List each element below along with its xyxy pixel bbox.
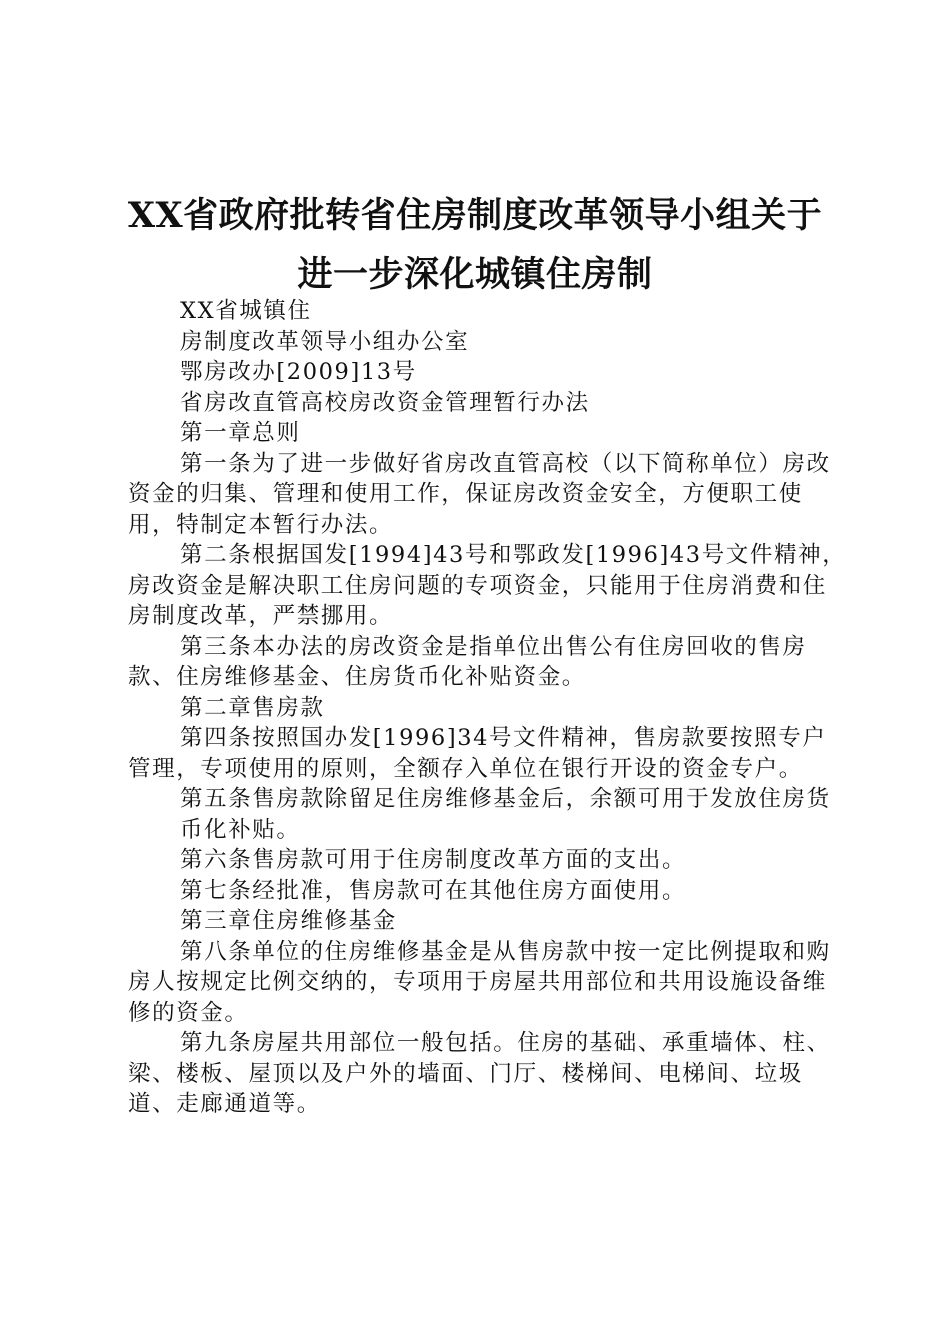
article-8: 第八条单位的住房维修基金是从售房款中按一定比例提取和购房人按规定比例交纳的，专项用于房屋共用部位和共用设施设备维修的资金。 [128, 938, 831, 1026]
document-body [128, 296, 848, 1120]
article-9: 第九条房屋共用部位一般包括。住房的基础、承重墙体、柱、梁、楼板、屋顶以及户外的墙面、门厅、楼梯间、电梯间、垃圾道、走廊通道等。 [128, 1030, 831, 1117]
issuer-line-2: 房制度改革领导小组办公室 [180, 328, 470, 355]
issuer-line-1: XX省城镇住 [180, 298, 312, 324]
article-7: 第七条经批准，售房款可在其他住房方面使用。 [180, 877, 687, 904]
article-1: 第一条为了进一步做好省房改直管高校（以下简称单位）房改资金的归集、管理和使用工作，保证房改资金安全，方便职工使用，特制定本暂行办法。 [128, 450, 831, 538]
article-2: 第二条根据国发[1994]43号和鄂政发[1996]43号文件精神，房改资金是解决职工住房问题的专项资金，只能用于住房消费和住房制度改革，严禁挪用。 [128, 542, 847, 629]
chapter-heading-1: 第一章总则 [180, 420, 301, 446]
document-title-line-2: 进一步深化城镇住房制 [297, 254, 653, 295]
document-number: 鄂房改办[2009]13号 [180, 359, 417, 385]
article-4: 第四条按照国办发[1996]34号文件精神，售房款要按照专户管理，专项使用的原则，全额存入单位在银行开设的资金专户。 [128, 725, 827, 782]
article-3: 第三条本办法的房改资金是指单位出售公有住房回收的售房款、住房维修基金、住房货币化补贴资金。 [128, 633, 807, 690]
document-title-line-1: XX省政府批转省住房制度改革领导小组关于 [127, 195, 823, 236]
article-5: 第五条售房款除留足住房维修基金后，余额可用于发放住房货 [180, 786, 831, 812]
article-6: 第六条售房款可用于住房制度改革方面的支出。 [180, 847, 687, 873]
chapter-heading-3: 第三章住房维修基金 [180, 908, 397, 934]
article-5-continued: 币化补贴。 [180, 816, 301, 843]
regulation-title: 省房改直管高校房改资金管理暂行办法 [180, 389, 590, 416]
chapter-heading-2: 第二章售房款 [180, 694, 325, 721]
